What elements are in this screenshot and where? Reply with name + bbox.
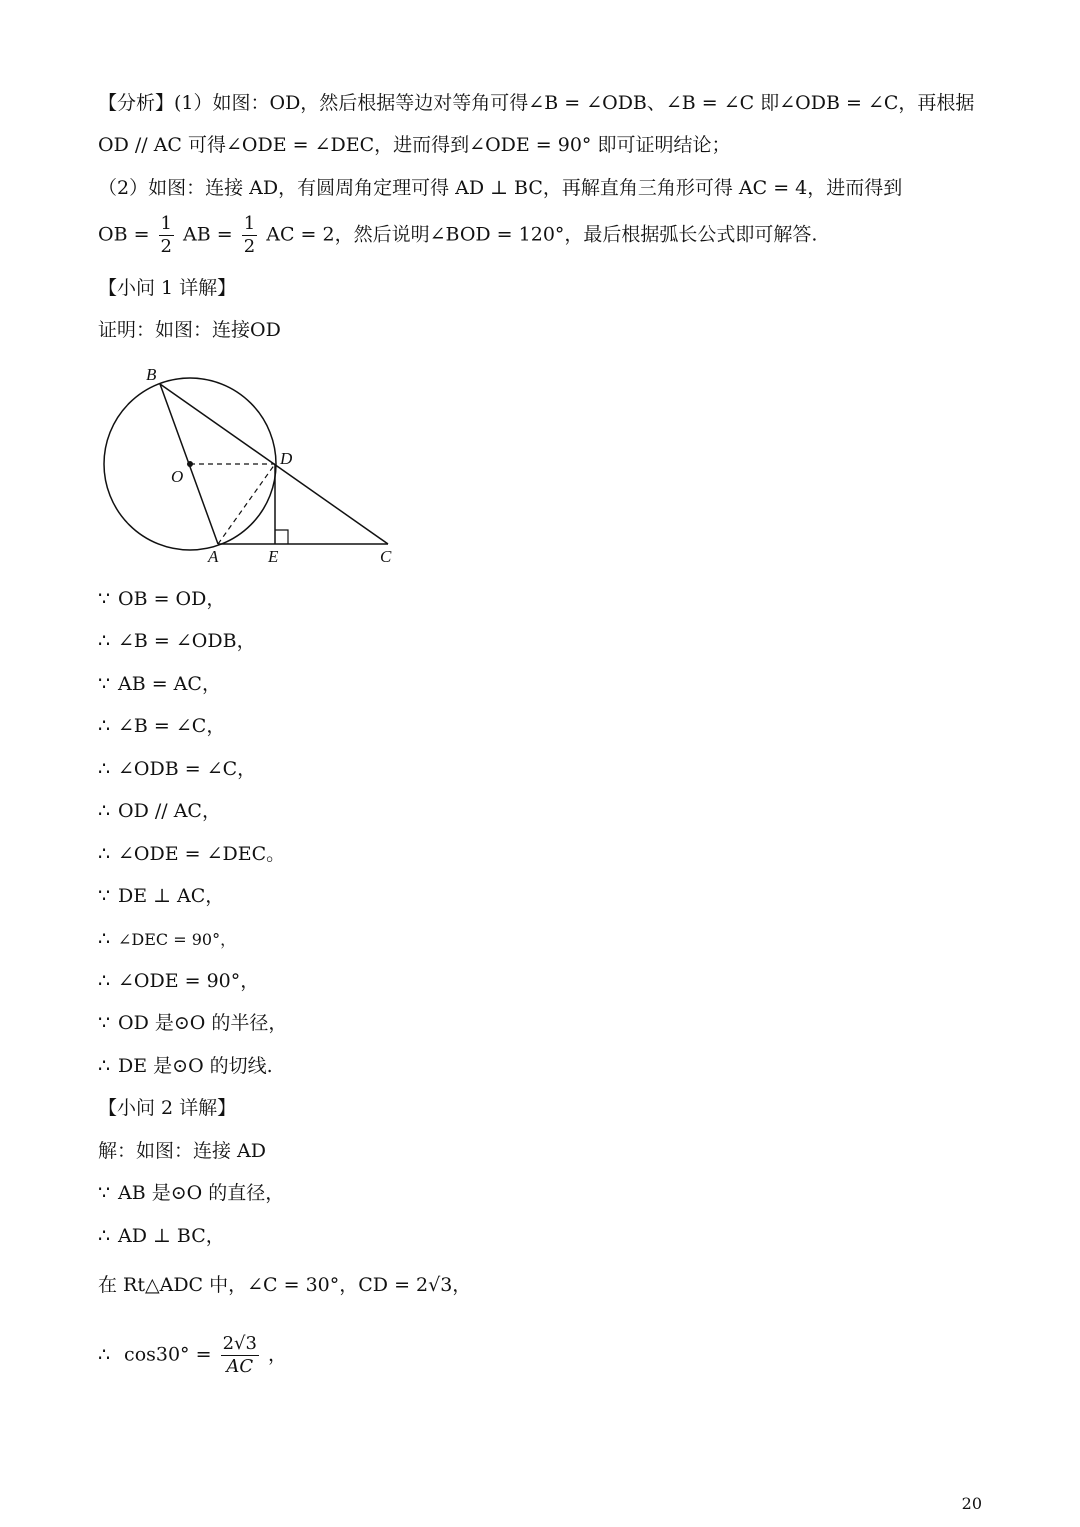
label-d: D (280, 449, 293, 468)
step-symbol: ∴ (98, 1225, 111, 1247)
proof-step (98, 839, 285, 869)
label-c: C (380, 547, 392, 566)
step-symbol: ∴ (98, 1055, 111, 1077)
cos-post: ， (267, 1343, 287, 1366)
step-text: ∠B = ∠C， (118, 715, 226, 737)
step-text: OD // AC， (118, 800, 221, 822)
proof-step (98, 626, 256, 656)
step-text: ∠ODE = 90°， (118, 970, 260, 992)
step-text: DE ⊥ AC， (118, 885, 225, 907)
part1-intro: 证明：如图：连接OD (98, 319, 281, 341)
proof-step (98, 754, 256, 784)
proof-step (98, 1008, 287, 1038)
proof-step (98, 1178, 284, 1208)
proof-step (98, 796, 221, 826)
step-text: ∠B = ∠ODB， (118, 630, 256, 652)
fraction-denominator: 2 (243, 236, 256, 257)
step-text: AB = AC， (118, 673, 221, 695)
analysis-l4-mid: AB = (183, 223, 233, 246)
label-a: A (208, 547, 219, 566)
step-symbol: ∴ (98, 843, 111, 865)
step-symbol: ∴ (98, 800, 111, 822)
fraction-numerator: 1 (160, 213, 172, 234)
step-symbol: ∵ (98, 1012, 111, 1034)
analysis-line-3: （2）如图：连接 AD，有圆周角定理可得 AD ⊥ BC，再解直角三角形可得 AC = 4，进而得到 (98, 177, 903, 199)
step-symbol: ∵ (98, 673, 111, 695)
geometry-figure (98, 360, 408, 570)
step-symbol: ∴ (98, 970, 111, 992)
proof-step (98, 584, 225, 614)
cos-lhs: cos30° = (124, 1343, 212, 1366)
step-text: OD 是⊙O 的半径， (118, 1012, 288, 1034)
proof-step (98, 966, 259, 996)
label-o: O (171, 467, 184, 486)
analysis-line-1: 【分析】(1）如图：OD，然后根据等边对等角可得∠B = ∠ODB、∠B = ∠C 即∠ODB = ∠C，再根据 (98, 92, 975, 114)
step-text: DE 是⊙O 的切线. (118, 1055, 273, 1077)
proof-step (98, 711, 225, 741)
step-symbol: ∴ (98, 758, 111, 780)
fraction-cos (221, 1333, 259, 1378)
proof-step (98, 1051, 273, 1081)
fraction-denominator: 2 (160, 236, 172, 257)
step-symbol: ∵ (98, 885, 111, 907)
fraction-numerator: 1 (243, 213, 256, 234)
step-symbol: ∴ (98, 928, 111, 950)
right-angle-mark (275, 530, 288, 544)
proof-step (98, 1221, 225, 1251)
part2-heading: 【小问 2 详解】 (98, 1097, 237, 1119)
analysis-l4-pre: OB = (98, 223, 150, 246)
step-symbol: ∴ (98, 630, 111, 652)
label-b: B (146, 365, 157, 384)
fraction-numerator: 2√3 (222, 1333, 257, 1354)
step-symbol: ∵ (98, 1182, 111, 1204)
analysis-line-2: OD // AC 可得∠ODE = ∠DEC，进而得到∠ODE = 90° 即可证明结论； (98, 134, 731, 156)
step-text: AD ⊥ BC， (118, 1225, 225, 1247)
fraction-half-2 (242, 213, 257, 258)
analysis-line-4 (98, 213, 817, 258)
cos-equation (98, 1333, 287, 1378)
step-text: ∠DEC = 90°， (118, 930, 237, 949)
step-text: ∠ODE = ∠DEC。 (118, 843, 286, 865)
page-number: 20 (961, 1494, 982, 1513)
proof-step (98, 924, 236, 955)
fraction-denominator: AC (226, 1356, 254, 1377)
step-symbol: ∴ (98, 715, 111, 737)
step-text: AB 是⊙O 的直径， (118, 1182, 285, 1204)
proof-step (98, 881, 224, 911)
label-e: E (268, 547, 279, 566)
center-point (187, 461, 193, 467)
proof-step (98, 669, 221, 699)
step-text: ∠ODB = ∠C， (118, 758, 257, 780)
analysis-l4-post: AC = 2，然后说明∠BOD = 120°，最后根据弧长公式即可解答. (266, 223, 818, 246)
fraction-half-1 (159, 213, 174, 258)
step-symbol: ∵ (98, 588, 111, 610)
rt-triangle-line: 在 Rt△ADC 中，∠C = 30°，CD = 2√3， (98, 1274, 472, 1296)
part1-heading: 【小问 1 详解】 (98, 277, 237, 299)
step-text: OB = OD， (118, 588, 226, 610)
part2-intro: 解：如图：连接 AD (98, 1140, 266, 1162)
step-symbol: ∴ (98, 1343, 111, 1366)
